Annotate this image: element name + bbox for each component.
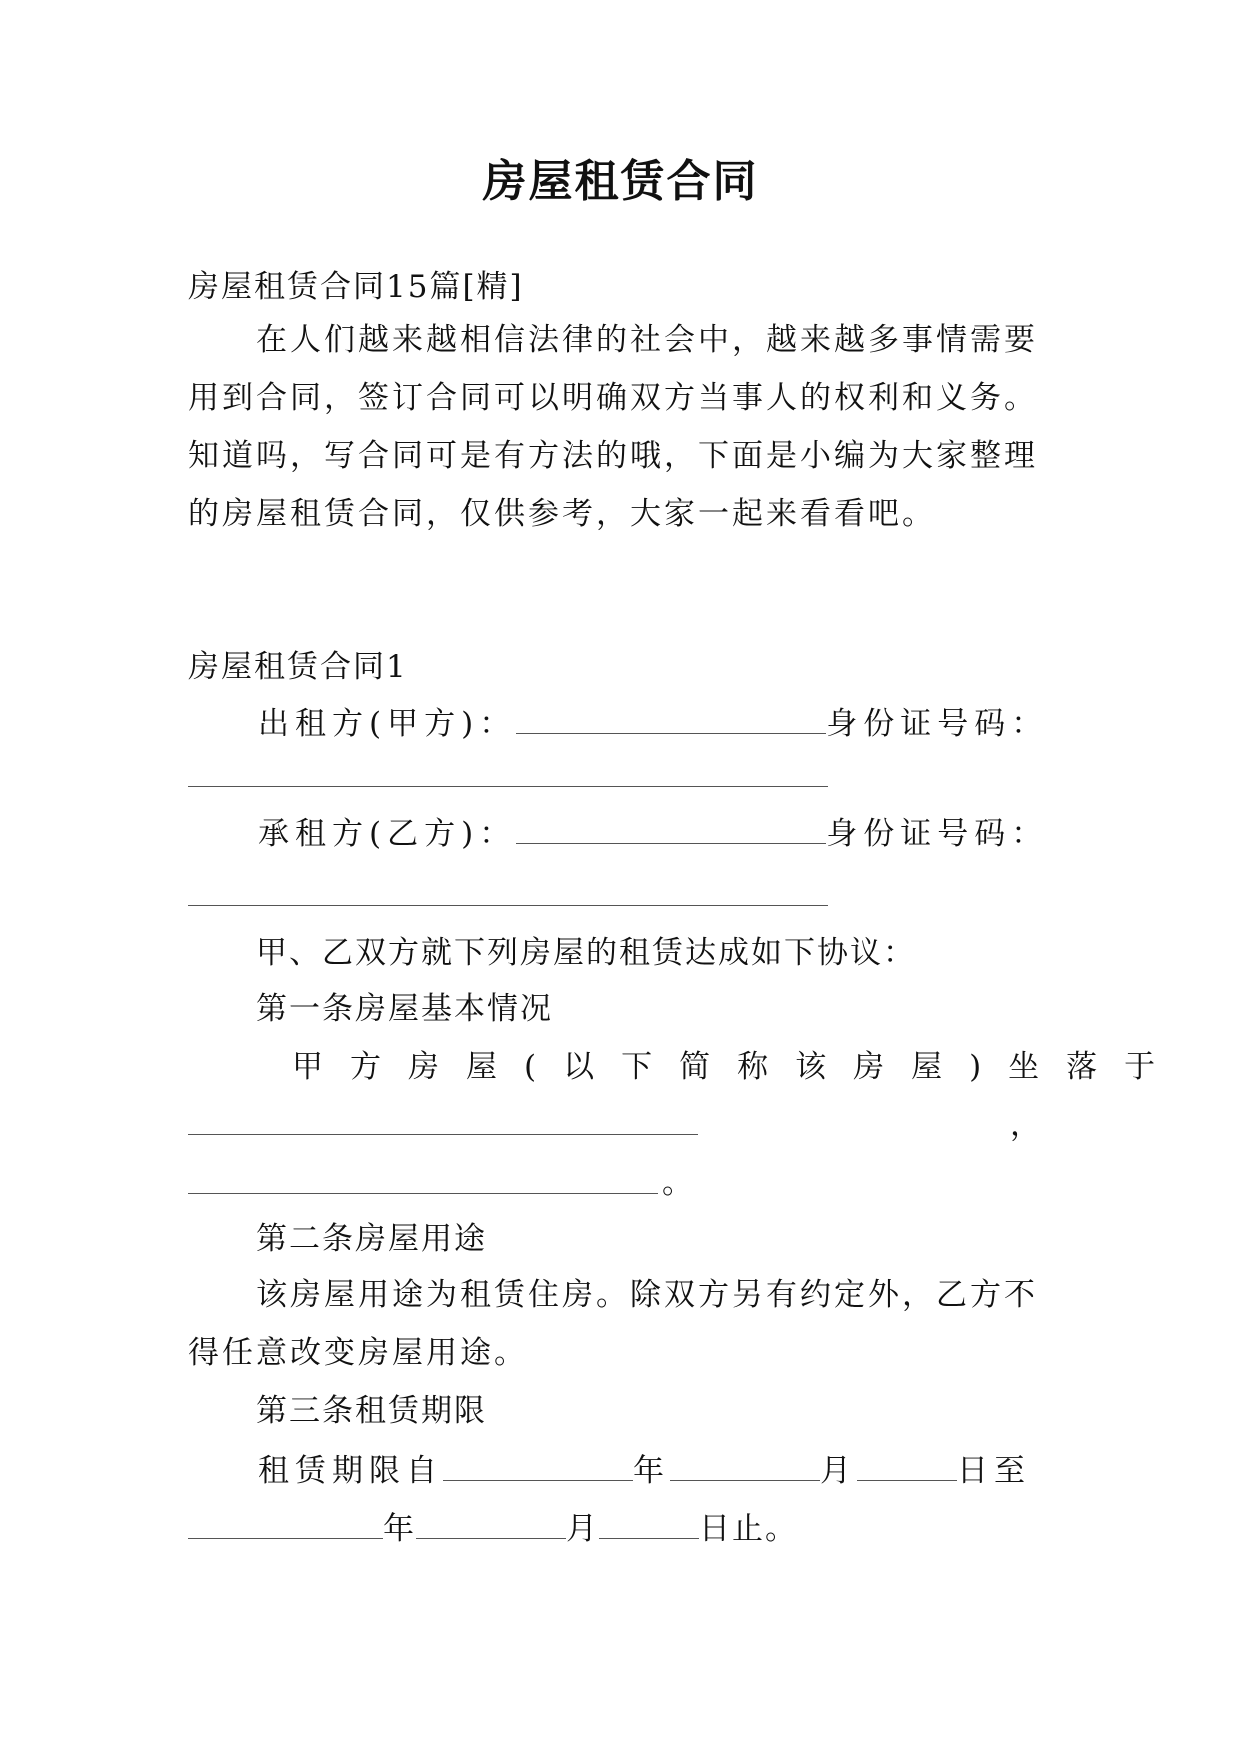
lessee-id-blank <box>188 905 828 906</box>
end-month-label: 月 <box>566 1511 599 1547</box>
start-day-blank <box>857 1452 957 1481</box>
term-line-1 <box>258 1450 1031 1492</box>
end-month-blank <box>416 1510 566 1539</box>
intro-paragraph: 在人们越来越相信法律的社会中，越来越多事情需要用到合同，签订合同可以明确双方当事人的权利和义务。知道吗，写合同可是有方法的哦，下面是小编为大家整理的房屋租赁合同，仅供参考，大家一起来看看吧。 <box>188 322 1038 532</box>
lessor-name-blank <box>516 705 826 734</box>
address-blank-2 <box>188 1193 658 1194</box>
address-comma: ， <box>1010 1107 1043 1143</box>
end-day-blank <box>599 1510 699 1539</box>
address-blank-1 <box>188 1134 698 1135</box>
end-year-blank <box>188 1510 383 1539</box>
article2-title: 第二条房屋用途 <box>256 1221 487 1257</box>
lessor-line <box>258 703 1048 745</box>
agreement-line: 甲、乙双方就下列房屋的租赁达成如下协议： <box>256 935 916 971</box>
lessor-label: 出租方(甲方)： <box>258 706 517 742</box>
start-year-label: 年 <box>633 1453 670 1489</box>
end-year-label: 年 <box>383 1511 416 1547</box>
article1-title: 第一条房屋基本情况 <box>256 991 553 1027</box>
start-month-label: 月 <box>820 1453 857 1489</box>
section-heading: 房屋租赁合同1 <box>188 649 408 685</box>
lessee-label: 承租方(乙方)： <box>258 816 517 852</box>
document-subtitle: 房屋租赁合同15篇[精] <box>188 269 524 305</box>
start-month-blank <box>670 1452 820 1481</box>
term-line-2 <box>188 1508 798 1550</box>
document-title: 房屋租赁合同 <box>482 156 759 207</box>
start-day-label: 日至 <box>957 1453 1031 1489</box>
article1-text: 甲方房屋(以下简称该房屋)坐落于 <box>292 1049 1183 1085</box>
end-day-label: 日止。 <box>699 1511 798 1547</box>
lessee-name-blank <box>516 815 826 844</box>
start-year-blank <box>443 1452 633 1481</box>
article3-title: 第三条租赁期限 <box>256 1393 487 1429</box>
address-period: 。 <box>662 1165 695 1201</box>
lessee-line <box>258 813 1048 855</box>
lessee-id-label: 身份证号码： <box>826 816 1049 852</box>
article2-text: 该房屋用途为租赁住房。除双方另有约定外，乙方不得任意改变房屋用途。 <box>188 1277 1038 1371</box>
lessor-id-label: 身份证号码： <box>826 706 1049 742</box>
lessor-id-blank <box>188 786 828 787</box>
term-prefix: 租赁期限自 <box>258 1453 443 1489</box>
